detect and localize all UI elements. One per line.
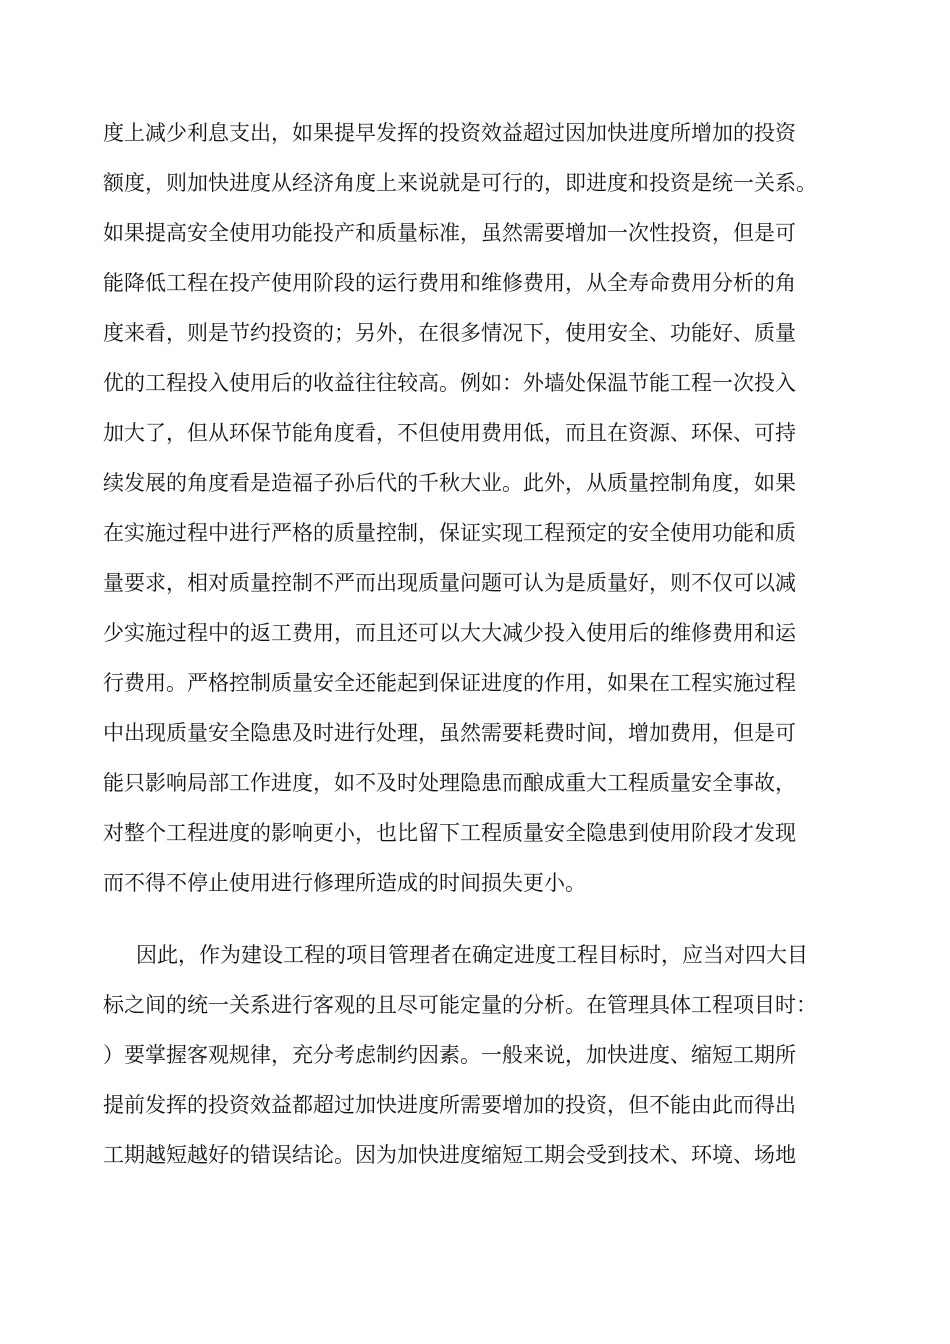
text-line: 优的工程投入使用后的收益往往较高。例如：外墙处保温节能工程一次投入 [103,371,796,395]
text-line: 如果提高安全使用功能投产和质量标准，虽然需要增加一次性投资，但是可 [103,221,796,245]
text-line: 能只影响局部工作进度，如不及时处理隐患而酿成重大工程质量安全事故， [103,771,796,795]
text-line: 续发展的角度看是造福子孙后代的千秋大业。此外，从质量控制角度，如果 [103,471,796,495]
text-line: 提前发挥的投资效益都超过加快进度所需要增加的投资，但不能由此而得出 [103,1093,796,1117]
text-line: 度上减少利息支出，如果提早发挥的投资效益超过因加快进度所增加的投资 [103,121,796,145]
text-line: 工期越短越好的错误结论。因为加快进度缩短工期会受到技术、环境、场地 [103,1143,796,1167]
text-line: 度来看，则是节约投资的；另外，在很多情况下，使用安全、功能好、质量 [103,321,796,345]
text-line: 因此，作为建设工程的项目管理者在确定进度工程目标时，应当对四大目 [136,943,808,967]
text-line: 对整个工程进度的影响更小，也比留下工程质量安全隐患到使用阶段才发现 [103,821,796,845]
text-line: 而不得不停止使用进行修理所造成的时间损失更小。 [103,871,586,895]
text-line: 中出现质量安全隐患及时进行处理，虽然需要耗费时间，增加费用，但是可 [103,721,796,745]
text-line: 少实施过程中的返工费用，而且还可以大大减少投入使用后的维修费用和运 [103,621,796,645]
text-line: 行费用。严格控制质量安全还能起到保证进度的作用，如果在工程实施过程 [103,671,796,695]
text-line: 在实施过程中进行严格的质量控制，保证实现工程预定的安全使用功能和质 [103,521,796,545]
text-line: ）要掌握客观规律，充分考虑制约因素。一般来说，加快进度、缩短工期所 [103,1043,796,1067]
text-line: 额度，则加快进度从经济角度上来说就是可行的，即进度和投资是统一关系。 [103,171,817,195]
text-line: 量要求，相对质量控制不严而出现质量问题可认为是质量好，则不仅可以减 [103,571,796,595]
text-line: 能降低工程在投产使用阶段的运行费用和维修费用，从全寿命费用分析的角 [103,271,796,295]
text-line: 标之间的统一关系进行客观的且尽可能定量的分析。在管理具体工程项目时： [103,993,817,1017]
text-line: 加大了，但从环保节能角度看，不但使用费用低，而且在资源、环保、可持 [103,421,796,445]
